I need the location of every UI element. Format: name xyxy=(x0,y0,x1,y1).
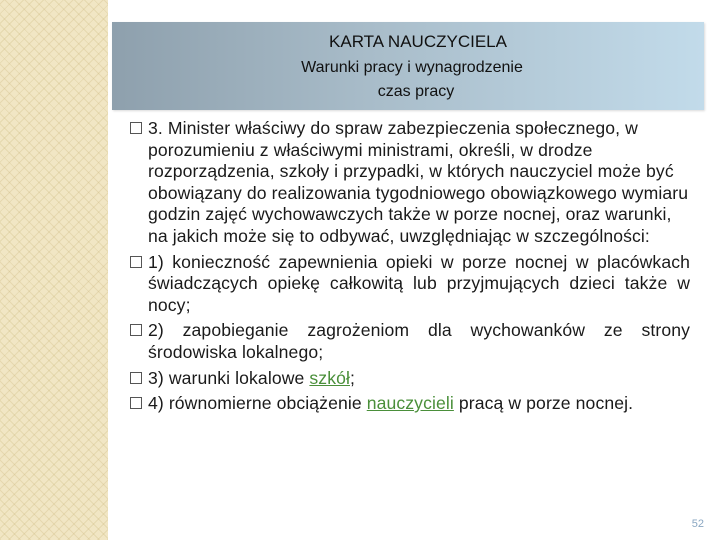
list-item-1 xyxy=(130,252,690,317)
bullet-icon xyxy=(130,372,142,384)
list-item-text: 2) zapobieganie zagrożeniom dla wychowanków ze strony środowiska lokalnego; xyxy=(148,320,690,362)
page-number: 52 xyxy=(691,518,704,530)
bullet-icon xyxy=(130,256,142,268)
list-item-text: 1) konieczność zapewnienia opieki w porze nocnej w placówkach świadczących opiekę całkowitą lub przyjmujących dzieci także w nocy; xyxy=(148,251,690,315)
list-item-text: 4) równomierne obciążenie xyxy=(148,393,367,414)
slide-content xyxy=(130,118,690,419)
slide-title: KARTA NAUCZYCIELA xyxy=(329,32,507,51)
link-nauczycieli[interactable]: nauczycieli xyxy=(366,393,454,414)
list-item-3 xyxy=(130,368,690,390)
bullet-icon xyxy=(130,324,142,336)
title-banner xyxy=(112,22,704,110)
list-item-text-end: pracą w porze nocnej. xyxy=(453,393,634,414)
bullet-icon xyxy=(130,122,142,134)
decorative-side-strip xyxy=(0,0,108,540)
list-item-4 xyxy=(130,393,690,415)
paragraph-text: 3. Minister właściwy do spraw zabezpieczenia społecznego, w porozumieniu z właściwymi ministrami, określi, w drodze rozporządzenia, szkoły i przypadki, w których nauczyciel może być obowiązany do realizowania tygodniowego obowiązkowego wymiaru godzin zajęć wychowawczych także w porze nocnej, oraz warunki, na jakich może się to odbywać, uwzględniając w szczególności: xyxy=(148,118,689,246)
list-item-2 xyxy=(130,320,690,363)
list-item-text-end: ; xyxy=(350,367,355,388)
slide-subtitle: Warunki pracy i wynagrodzenie xyxy=(301,59,523,76)
link-szkol[interactable]: szkół xyxy=(309,367,350,388)
list-item-text: 3) warunki lokalowe xyxy=(148,367,310,388)
paragraph-3 xyxy=(130,118,690,248)
bullet-icon xyxy=(130,397,142,409)
slide-section: czas pracy xyxy=(377,83,455,100)
